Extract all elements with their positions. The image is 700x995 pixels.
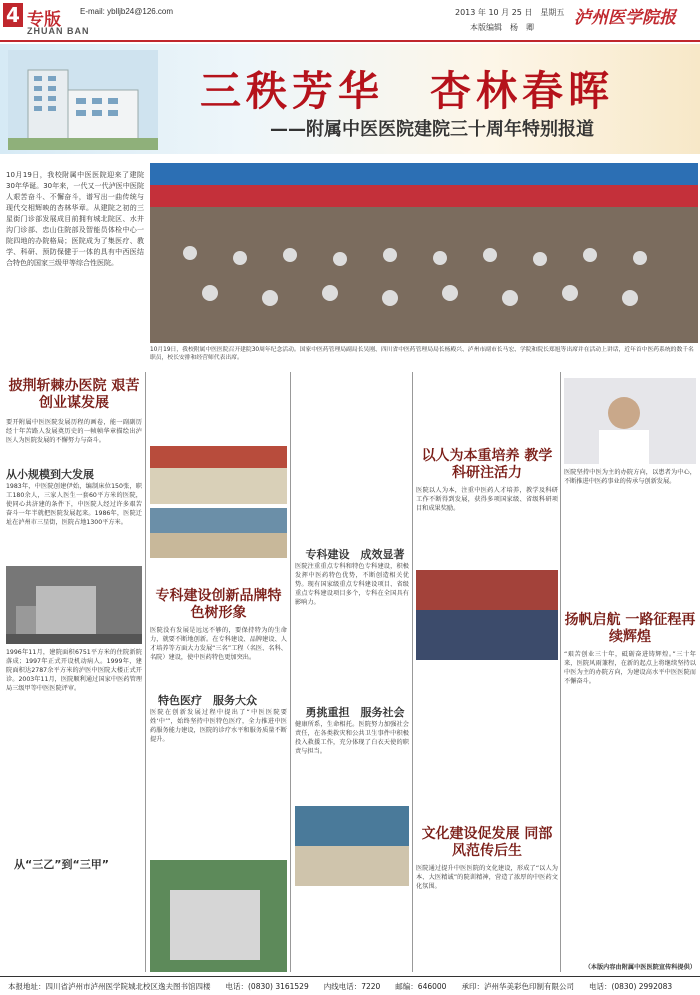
- headline-2: 专科建设创新品牌特色树形象: [155, 588, 282, 621]
- column-divider: [290, 372, 291, 972]
- newspaper-masthead: 泸州医学院报: [574, 8, 676, 28]
- photo-caption: 10月19日，我校附属中医医院召开建院30周年纪念活动。国家中医药管理局副局长吴刚、四川省中医药管理局局长杨殿兴、泸州市副市长马宏、学院和院长郑旭等出席并在活动上讲话，近年首中医药系统的数千名职员，校长安排和经营师代表出席。: [150, 347, 694, 361]
- medical-team-photo: [150, 860, 287, 972]
- intro-text: 10月19日，我校附属中医医院迎来了建院30年华诞。30年来，一代又一代泸医中医院人艰苦奋斗、不懈奋斗，谱写出一曲传统与现代交相辉映的杏林华章。从建院之初的三星街门诊部发展成目前拥有城北院区、水井沟门诊部、忠山住院部及智能员体检中心一院四地的办院格局；医院成为了集医疗、教学、科研、预防保健于一体的具有中西医结合特色的国家三级甲等综合性医院。: [6, 171, 144, 267]
- column-divider: [412, 372, 413, 972]
- subhead-2: 从“三乙”到“三甲”: [14, 858, 109, 871]
- section-title: 专版: [27, 10, 61, 30]
- headline-5: 扬帆启航 一路征程再续辉煌: [564, 612, 696, 645]
- rescue-photo: [295, 806, 409, 886]
- banner-title: 三秩芳华 杏林春晖: [200, 67, 614, 115]
- subhead-4: 专科建设 成效显著: [305, 548, 405, 561]
- old-hospital-photo: [6, 566, 142, 644]
- article-10-text: 医院坚持中医为主的办院方向，以患者为中心，不断推进中医药事业的传承与创新发展。: [564, 469, 696, 485]
- conference-photo: [416, 570, 558, 660]
- meeting-photo: [150, 446, 287, 504]
- editors: 本版编辑 杨 卿: [470, 23, 534, 32]
- subhead-3: 特色医疗 服务大众: [158, 694, 257, 707]
- banner-subtitle: ——附属中医医院建院三十周年特别报道: [270, 119, 594, 140]
- column-divider: [560, 372, 561, 972]
- column-divider: [145, 372, 146, 972]
- page-number: 4: [3, 3, 23, 27]
- article-7-text: 健康所系，生命相托。医院努力加强社会责任，在各类救灾和公共卫生事件中积极投入救援工作，充分体现了白衣天使的职责与担当。: [295, 721, 409, 755]
- ceremony-photo: [150, 163, 698, 343]
- article-11-text: “艰苦创业三十年，砥砺奋进铸辉煌。”三十年来，医院风雨兼程，在新的起点上将继续坚持以中医为主的办院方向，为建设高水平中医医院而不懈奋斗。: [564, 651, 696, 685]
- doctor-portrait-photo: [564, 378, 696, 464]
- article-1-text: 要开附属中医医院发展历程的画卷，能一副副历经十年苦路人发展奠历史的一帧帧华章描绘出泸医人为医院发展的不懈努力与奋斗。: [6, 419, 142, 444]
- article-2-text: 1983年，中医院创建伊始，编制床位150张，职工180余人，三家人医生一套60平方米的医院，使同心共济建的条件下，中医院人经过许多艰苦奋斗一年半就把医院发展起来。1986年，医院迁址在泸州市三星街，医院占地1300平方米。: [6, 483, 142, 526]
- article-6-text: 医院注重重点专科和特色专科建设，积极发挥中医药特色优势，不断创造相关优势。现有国家级重点专科建设项目、省级重点专科建设项目多个，专科在全国具有影响力。: [295, 563, 409, 606]
- section-title-en: ZHUAN BAN: [27, 26, 90, 36]
- hospital-building-image: [8, 50, 158, 150]
- headline-4: 文化建设促发展 同部风范传后生: [421, 826, 553, 859]
- subhead-5: 勇挑重担 服务社会: [305, 706, 405, 719]
- subhead-1: 从小规模到大发展: [6, 468, 94, 481]
- article-9-text: 医院通过提升中医医院的文化建设，形成了“以人为本、大医精诚”的院训精神，营造了浓厚的中医药文化氛围。: [416, 865, 558, 890]
- headline-3: 以人为本重培养 教学科研注活力: [421, 448, 553, 481]
- article-8-text: 医院以人为本，注重中医药人才培养，教学及科研工作不断得到发展，获得多项国家级、省级科研项目和成果奖励。: [416, 487, 558, 512]
- issue-date: 2013 年 10 月 25 日 星期五: [455, 8, 565, 17]
- article-4-text: 医院没有发展是远远不够的，要保持特为的生命力，就要不断地创新。在专科建设、品牌建设、人才培养等方面大力发展“三名”工程（名医、名科、名院）建设，使中医药特色更加突出。: [150, 627, 287, 661]
- contact-email: E-mail: yblljb24@126.com: [80, 7, 174, 16]
- source-note: （本版内容由附属中医医院宣传科提供）: [584, 964, 696, 971]
- footer: 本报地址：四川省泸州市泸州医学院城北校区逸夫图书馆四楼 电话：(0830) 3161529 内线电话：7220 邮编：646000 承印：泸州华美彩色印制有限公司 电话：(0830) 2992083: [0, 976, 700, 995]
- ceremony-photo-2: [150, 508, 287, 558]
- article-3-text: 1996年11月，建院面积6751平方米的住院新院落成；1997年正式开设机动病人。1999年，建院面积达2787余平方米的泸医中医院大楼正式开诊。2003年11月，医院顺利通过国家中医药管理局三级甲等中医医院评审。: [6, 649, 142, 692]
- article-5-text: 医院在创新发展过程中提出了“中医医院要姓‘中’”，始终坚持中医特色医疗，全力推进中医药服务能力建设，医院的诊疗水平和服务质量不断提升。: [150, 709, 287, 743]
- headline-1: 披荆斩棘办医院 艰苦创业谋发展: [8, 378, 140, 411]
